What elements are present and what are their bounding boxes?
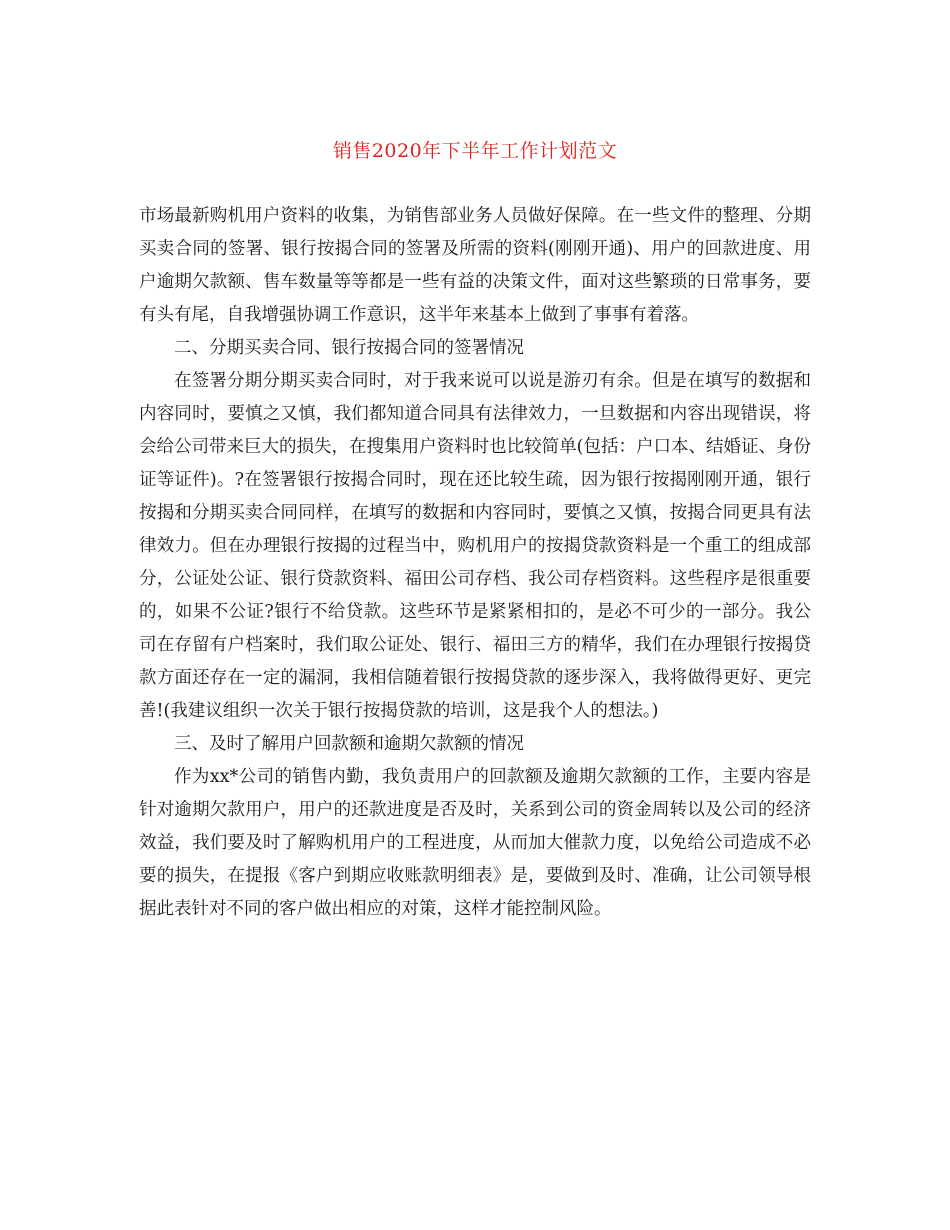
paragraph-payments: 作为xx*公司的销售内勤，我负责用户的回款额及逾期欠款额的工作，主要内容是针对逾期欠款用户，用户的还款进度是否及时，关系到公司的资金周转以及公司的经济效益，我们要及时了解购机用户的工程进度，从而加大催款力度，以免给公司造成不必要的损失，在提报《客户到期应收账款明细表》是，要做到及时、准确，让公司领导根据此表针对不同的客户做出相应的对策，这样才能控制风险。 xyxy=(139,767,811,919)
paragraph-intro: 市场最新购机用户资料的收集，为销售部业务人员做好保障。在一些文件的整理、分期买卖合同的签署、银行按揭合同的签署及所需的资料(刚刚开通)、用户的回款进度、用户逾期欠款额、售车数量等等都是一些有益的决策文件，面对这些繁琐的日常事务，要有头有尾，自我增强协调工作意识，这半年来基本上做到了事事有着落。 xyxy=(139,206,811,325)
paragraph-contracts: 在签署分期分期买卖合同时，对于我来说可以说是游刃有余。但是在填写的数据和内容同时，要慎之又慎，我们都知道合同具有法律效力，一旦数据和内容出现错误，将会给公司带来巨大的损失，在搜集用户资料时也比较简单(包括：户口本、结婚证、身份证等证件)。?在签署银行按揭合同时，现在还比较生疏，因为银行按揭刚刚开通，银行按揭和分期买卖合同同样，在填写的数据和内容同时，要慎之又慎，按揭合同更具有法律效力。但在办理银行按揭的过程当中，购机用户的按揭贷款资料是一个重工的组成部分，公证处公证、银行贷款资料、福田公司存档、我公司存档资料。这些程序是很重要的，如果不公证?银行不给贷款。这些环节是紧紧相扣的，是必不可少的一部分。我公司在存留有户档案时，我们取公证处、银行、福田三方的精华，我们在办理银行按揭贷款方面还存在一定的漏洞，我相信随着银行按揭贷款的逐步深入，我将做得更好、更完善!(我建议组织一次关于银行按揭贷款的培训，这是我个人的想法。) xyxy=(139,371,811,721)
document-body xyxy=(139,200,811,926)
document-title: 销售2020年下半年工作计划范文 xyxy=(332,140,618,162)
section-heading-contracts: 二、分期买卖合同、银行按揭合同的签署情况 xyxy=(174,338,524,358)
section-heading-payments: 三、及时了解用户回款额和逾期欠款额的情况 xyxy=(174,734,524,754)
